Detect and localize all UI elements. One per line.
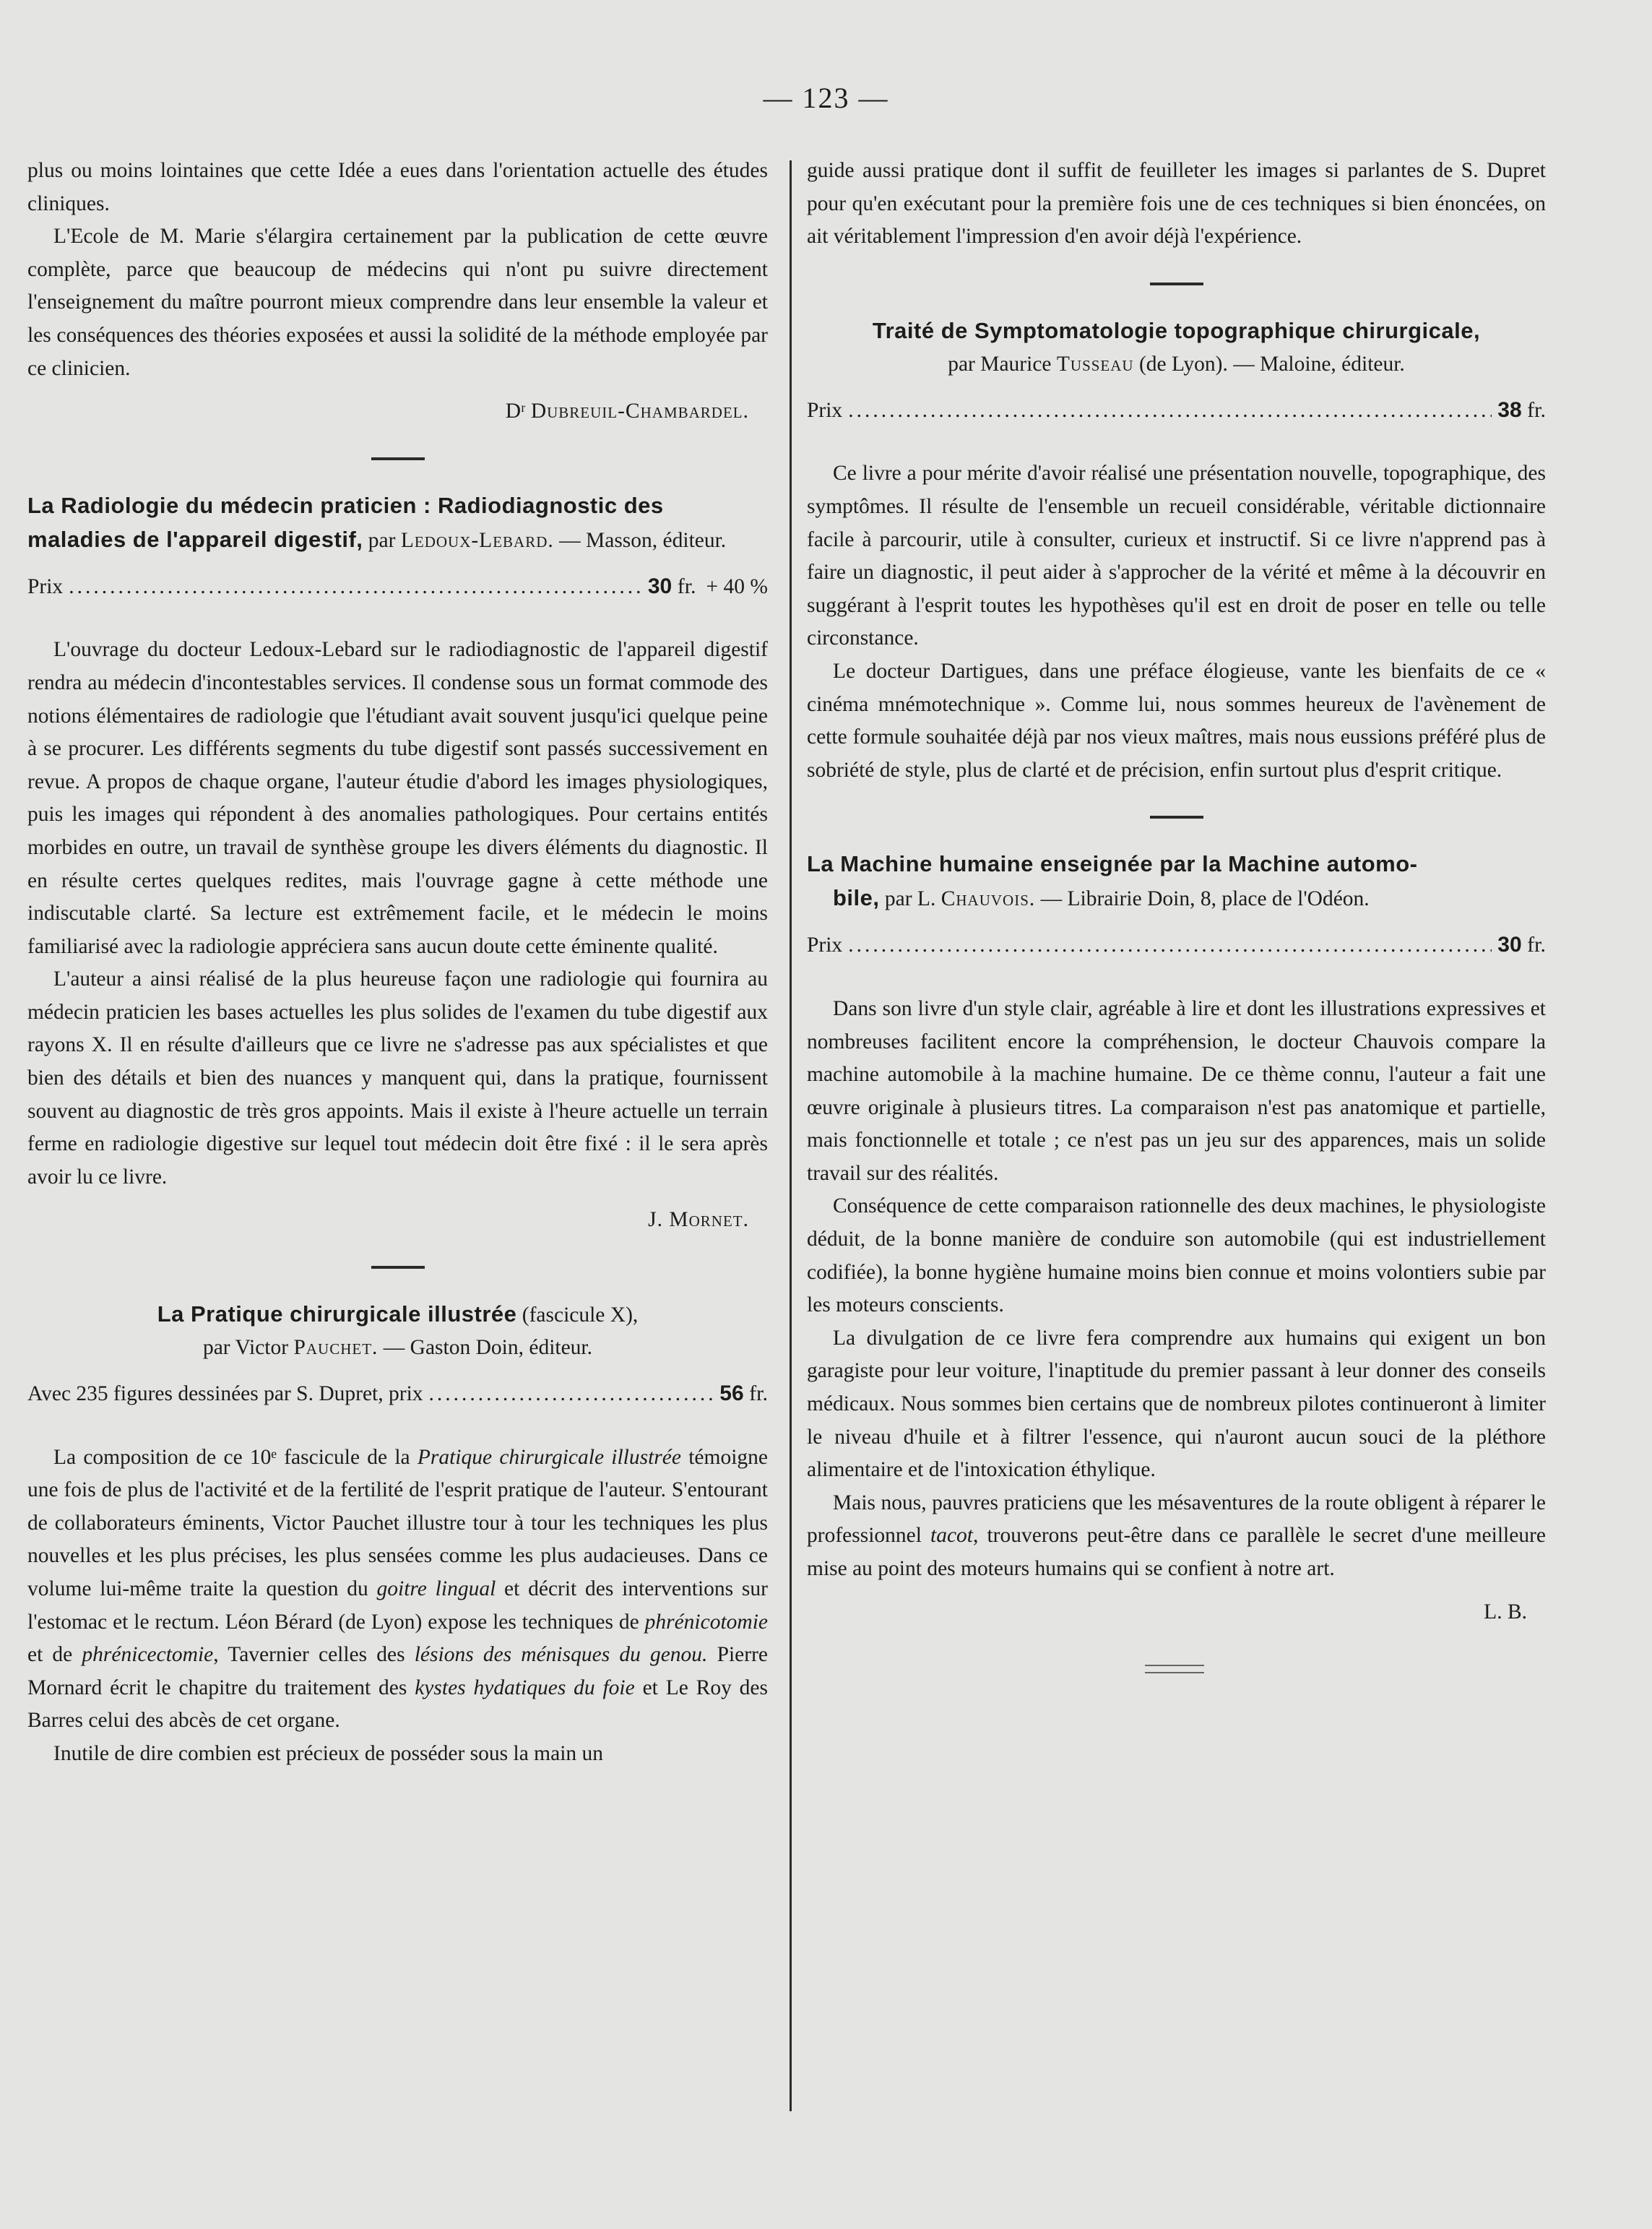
price-value: 38 xyxy=(1497,397,1522,422)
publisher: — Masson, éditeur. xyxy=(553,528,727,552)
price-value: 30 xyxy=(647,574,673,598)
price-amount xyxy=(1497,394,1546,427)
review-title: La Pratique chirurgicale illustrée xyxy=(157,1301,517,1327)
review-traite-heading xyxy=(807,314,1546,381)
italic-term: kystes hydatiques du foie xyxy=(415,1676,635,1699)
price-amount xyxy=(719,1377,768,1410)
intro-paragraph-2: L'Ecole de M. Marie s'élargira certainement par la publication de cette œuvre complète, parce que beaucoup de médecins qui n'ont pu suivre directement l'enseignement du maître pourront mieux comprendre dans leur ensemble la valeur et les conséquences des théories exposées et aussi la solidité de la méthode employée par ce clinicien. xyxy=(27,225,768,380)
section-separator xyxy=(1150,816,1203,819)
italic-term: tacot xyxy=(930,1524,974,1548)
price-amount xyxy=(1497,928,1546,962)
publisher: — Librairie Doin, 8, place de l'Odéon. xyxy=(1035,887,1370,911)
text-run: et décrit des interventions sur l'estomac et le rectum. Léon Bérard (de Lyon) expose les techniques de xyxy=(27,1577,768,1634)
author-name: Ledoux-Lebard. xyxy=(400,528,554,552)
continued-paragraph: guide aussi pratique dont il suffit de feuilleter les images si parlantes de S. Dupret pour qu'en exécutant pour la première fois une de ces techniques si bien énoncées, on ait véritablement l'impression d'en avoir déjà l'expérience. xyxy=(807,159,1546,249)
text-run: Pierre Mornard écrit le chapitre du traitement des xyxy=(27,1643,769,1699)
signature-prefix: Dʳ xyxy=(505,400,531,423)
right-column xyxy=(807,155,1546,1673)
author-name: Tusseau xyxy=(1056,352,1134,376)
review-radiologie-heading xyxy=(27,489,768,557)
text-run: et Le Roy des Barres celui des abcès de cet organe. xyxy=(27,1676,769,1733)
price-unit: fr. xyxy=(1521,397,1546,422)
text-run: , trouverons peut-être dans ce parallèle le secret d'une meilleure mise au point des moteurs humains qui se confient à notre art. xyxy=(807,1524,1546,1580)
review-machine-heading xyxy=(807,848,1546,915)
price-unit: fr. xyxy=(672,574,696,598)
price-value: 30 xyxy=(1497,933,1522,957)
italic-term: lésions des ménisques du genou. xyxy=(414,1643,708,1667)
byline-prefix: par L. xyxy=(879,887,941,911)
review-paragraph: La divulgation de ce livre fera comprendre aux humains qui exigent un bon garagiste pour leur voiture, l'inaptitude du premier passant à leur donner des conseils médicaux. Nous sommes bien certains que de nombreux pilotes continueront à limiter le niveau d'huile et à filtrer l'essence, qui n'auront aucun souci de la pléthore alimentaire et de l'intoxication éthylique. xyxy=(807,1326,1546,1482)
price-line xyxy=(807,394,1546,428)
review-paragraph: Dans son livre d'un style clair, agréable à lire et dont les illustrations expressives et nombreuses facilitent encore la compréhension, le docteur Chauvois compare la machine automobile à la machine humaine. De ce thème connu, l'auteur a fait une œuvre originale à plusieurs titres. La comparaison n'est pas anatomique et partielle, mais fonctionnelle et totale ; ce n'est pas un jeu sur des apparences, mais un solide travail sur des réalités. xyxy=(807,996,1546,1185)
section-separator xyxy=(1150,283,1203,285)
review-signature: L. B. xyxy=(1484,1600,1527,1624)
price-label: Prix xyxy=(807,398,843,422)
italic-term: phrénicectomie xyxy=(82,1643,214,1667)
price-line xyxy=(27,570,768,604)
price-leader xyxy=(848,929,1492,962)
price-value: 56 xyxy=(719,1381,744,1406)
italic-term: phrénicotomie xyxy=(644,1610,768,1634)
price-line xyxy=(27,1377,768,1411)
review-paragraph: L'ouvrage du docteur Ledoux-Lebard sur le radiodiagnostic de l'appareil digestif rendra au médecin d'incontestables services. Il condense sous un format commode des notions élémentaires de radiologie que l'étudiant avait souvent jusqu'ici quelque peine à se procurer. Les différents segments du tube digestif sont passés successivement en revue. A propos de chaque organe, l'auteur étudie d'abord les images physiologiques, puis les images qui répondent à des anomalies pathologiques. Pour certains entités morbides en outre, un travail de synthèse groupe les divers éléments du diagnostic. Il en résulte certes quelques redites, mais l'ouvrage gagne à cette méthode une indiscutable clarté. Sa lecture est extrêmement facile, et le médecin le moins familiarisé avec la radiologie appréciera sans aucun doute cette éminente qualité. xyxy=(27,638,768,958)
text-run: et de xyxy=(27,1643,82,1667)
price-amount xyxy=(648,570,696,603)
price-unit: fr. xyxy=(743,1381,768,1406)
author-name: Chauvois. xyxy=(940,887,1036,911)
section-separator xyxy=(371,1266,425,1269)
price-unit: fr. xyxy=(1521,933,1546,957)
review-pratique-heading xyxy=(27,1298,768,1364)
price-extra: + 40 % xyxy=(706,574,768,598)
signature-name: Dubreuil-Chambardel. xyxy=(530,400,749,423)
review-title: La Radiologie du médecin praticien : Radiodiagnostic des maladies de l'appareil digestif, xyxy=(27,492,664,552)
text-run: Mais nous, pauvres praticiens que les mésaventures de la route obligent à réparer le professionnel xyxy=(807,1491,1546,1548)
author-prefix: par xyxy=(363,528,401,552)
end-ornament xyxy=(1145,1665,1204,1673)
text-run: , Tavernier celles des xyxy=(213,1643,415,1667)
review-paragraph: L'auteur a ainsi réalisé de la plus heureuse façon une radiologie qui fournira au médecin praticien les bases actuelles les plus solides de l'examen du tube digestif aux rayons X. Il en résulte d'ailleurs que ce livre ne s'adresse pas aux spécialistes et que bien des détails et bien des nuances y manquent qui, dans la pratique, fournissent souvent au diagnostic de très gros appoints. Mais il existe à l'heure actuelle un terrain ferme en radiologie digestive sur lequel tout médecin doit être fixé : il le sera après avoir lu ce livre. xyxy=(27,967,768,1189)
review-paragraph: Conséquence de cette comparaison rationnelle des deux machines, le physiologiste déduit, de la bonne manière de conduire son automobile (qui est industriellement codifiée), la bonne hygiène humaine moins bien connue et moins volontiers subie par les moteurs conscients. xyxy=(807,1194,1546,1317)
review-paragraph: Le docteur Dartigues, dans une préface élogieuse, vante les bienfaits de ce « cinéma mnémotechnique ». Comme lui, nous sommes heureux de l'avènement de cette formule souhaitée déjà par nos vieux maîtres, mais nous eussions préféré plus de sobriété de style, plus de clarté et de précision, enfin surtout plus d'esprit critique. xyxy=(807,659,1546,782)
italic-title: Pratique chirurgicale illustrée xyxy=(417,1445,681,1469)
price-label: Prix xyxy=(27,574,64,598)
publisher: — Gaston Doin, éditeur. xyxy=(378,1336,593,1360)
price-line xyxy=(807,928,1546,962)
review-title: La Machine humaine enseignée par la Machine automo- xyxy=(807,851,1418,877)
intro-signature xyxy=(27,395,749,428)
review-title-continued: bile, xyxy=(833,885,880,911)
intro-paragraph-1: plus ou moins lointaines que cette Idée a eues dans l'orientation actuelle des études cliniques. xyxy=(27,159,768,215)
review-paragraph xyxy=(807,1487,1546,1586)
price-leader xyxy=(429,1378,714,1411)
review-paragraph: Ce livre a pour mérite d'avoir réalisé une présentation nouvelle, topographique, des symptômes. Il résulte de l'ensemble un recueil considérable, véritable dictionnaire facile à parcourir, utile à consulter, curieux et instructif. Si ce livre n'apprend pas à faire un diagnostic, il peut aider à s'approcher de la vérité et même à la découvrir en suggérant à l'esprit toutes les hypothèses qu'il est en droit de poser en telle ou telle circonstance. xyxy=(807,462,1546,650)
text-run: La composition de ce 10ᵉ fascicule de la xyxy=(53,1445,418,1469)
byline-prefix: par Maurice xyxy=(948,352,1057,376)
review-subtitle: (fascicule X), xyxy=(516,1303,639,1327)
byline-prefix: par Victor xyxy=(202,1336,294,1360)
section-separator xyxy=(371,457,425,460)
publisher: (de Lyon). — Maloine, éditeur. xyxy=(1133,352,1405,376)
price-label: Prix xyxy=(807,934,843,957)
review-signature: J. Mornet. xyxy=(648,1208,749,1232)
review-paragraph xyxy=(27,1441,768,1738)
column-divider xyxy=(790,160,792,2111)
price-label: Avec 235 figures dessinées par S. Dupret, prix xyxy=(27,1382,423,1406)
price-leader xyxy=(848,395,1492,428)
page-number: — 123 — xyxy=(763,82,889,114)
italic-term: goitre lingual xyxy=(376,1577,496,1600)
left-column xyxy=(27,155,768,1771)
review-paragraph: Inutile de dire combien est précieux de posséder sous la main un xyxy=(53,1741,604,1765)
price-leader xyxy=(69,571,642,604)
review-title: Traité de Symptomatologie topographique chirurgicale, xyxy=(872,317,1481,343)
text-run: témoigne une fois de plus de l'activité et de la fertilité de l'esprit pratique de l'auteur. S'entourant de collaborateurs éminents, Victor Pauchet illustre tour à tour les techniques les plus nouvelles et les plus précises, les plus sensées comme les plus audacieuses. Dans ce volume lui-même traite la question du xyxy=(27,1445,768,1600)
author-name: Pauchet. xyxy=(293,1336,379,1360)
